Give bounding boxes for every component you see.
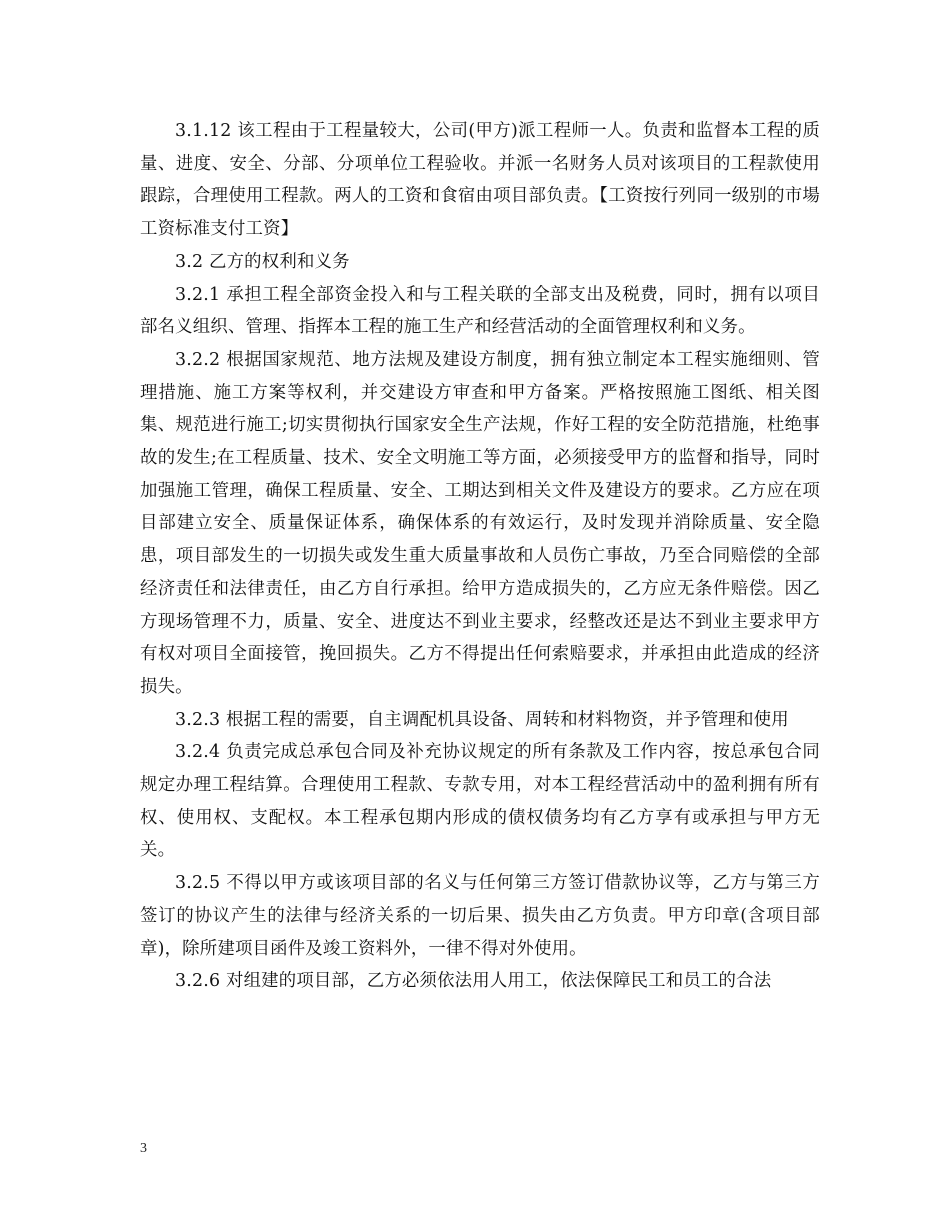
paragraph-3-2-2: 3.2.2 根据国家规范、地方法规及建设方制度，拥有独立制定本工程实施细则、管理措施、施工方案等权利，并交建设方审查和甲方备案。严格按照施工图纸、相关图集、规范进行施工;切实贯彻执行国家安全生产法规，作好工程的安全防范措施，杜绝事故的发生;在工程质量、技术、安全文明施工等方面，必须接受甲方的监督和指导，同时加强施工管理，确保工程质量、安全、工期达到相关文件及建设方的要求。乙方应在项目部建立安全、质量保证体系，确保体系的有效运行，及时发现并消除质量、安全隐患，项目部发生的一切损失或发生重大质量事故和人员伤亡事故，乃至合同赔偿的全部经济责任和法律责任，由乙方自行承担。给甲方造成损失的，乙方应无条件赔偿。因乙方现场管理不力，质量、安全、进度达不到业主要求，经整改还是达不到业主要求甲方有权对项目全面接管，挽回损失。乙方不得提出任何索赔要求，并承担由此造成的经济损失。: [140, 349, 820, 697]
document-body: [140, 115, 820, 998]
paragraph-3-1-12: 3.1.12 该工程由于工程量较大，公司(甲方)派工程师一人。负责和监督本工程的质量、进度、安全、分部、分项单位工程验收。并派一名财务人员对该项目的工程款使用跟踪，合理使用工程款。两人的工资和食宿由项目部负责。【工资按行列同一级别的市場工资标准支付工资】: [140, 121, 820, 240]
paragraph-3-2-4: 3.2.4 负责完成总承包合同及补充协议规定的所有条款及工作内容，按总承包合同规定办理工程结算。合理使用工程款、专款专用，对本工程经营活动中的盈利拥有所有权、使用权、支配权。本工程承包期内形成的债权债务均有乙方享有或承担与甲方无关。: [140, 742, 820, 861]
paragraph-3-2-5: 3.2.5 不得以甲方或该项目部的名义与任何第三方签订借款协议等，乙方与第三方签订的协议产生的法律与经济关系的一切后果、损失由乙方负责。甲方印章(含项目部章)，除所建项目函件及竣工资料外，一律不得对外使用。: [140, 873, 820, 959]
paragraph-3-2-1: 3.2.1 承担工程全部资金投入和与工程关联的全部支出及税费，同时，拥有以项目部名义组织、管理、指挥本工程的施工生产和经营活动的全面管理权利和义务。: [140, 284, 820, 338]
page-number: 3: [140, 1141, 147, 1156]
heading-3-2: 3.2 乙方的权利和义务: [175, 251, 350, 272]
paragraph-3-2-6: 3.2.6 对组建的项目部，乙方必须依法用人用工，依法保障民工和员工的合法: [175, 971, 772, 992]
paragraph-3-2-3: 3.2.3 根据工程的需要，自主调配机具设备、周转和材料物资，并予管理和使用: [175, 709, 789, 730]
